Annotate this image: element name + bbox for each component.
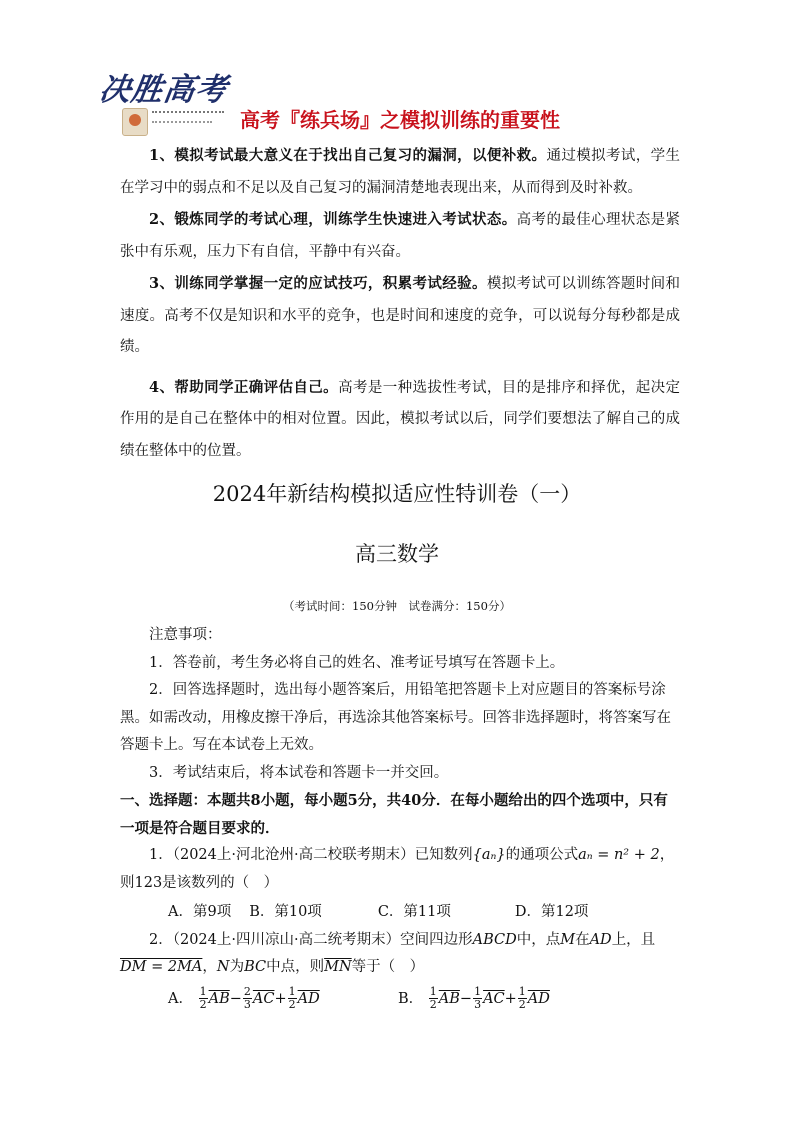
math-symbol: BC <box>244 959 267 975</box>
option-label: B． <box>398 990 424 1007</box>
denominator: 2 <box>429 998 437 1011</box>
math-vector: $\overline{AD}$ <box>297 990 320 1007</box>
option-a <box>168 986 398 1014</box>
denominator: 2 <box>199 998 207 1011</box>
math-vector-equation: DM = 2MA <box>120 959 203 975</box>
intro-paragraph <box>120 204 680 268</box>
question-text: 的通项公式 <box>505 847 579 863</box>
question-text: 在 <box>575 931 590 948</box>
question-text: 2．（2024上·四川凉山·高二统考期末）空间四边形 <box>149 931 473 948</box>
notes-heading: 注意事项： <box>149 627 222 643</box>
math-symbol: ABCD <box>472 931 517 948</box>
math-symbol: M <box>560 931 576 948</box>
math-vector: $\overline{AC}$ <box>483 990 505 1007</box>
intro-paragraph <box>120 140 680 204</box>
operator: + <box>274 990 287 1007</box>
logo-text: 决胜高考 <box>96 72 231 108</box>
numerator: 1 <box>474 985 482 998</box>
math-vector: $\overline{AB}$ <box>438 990 460 1007</box>
question-2-cont <box>120 954 680 982</box>
denominator: 2 <box>518 998 526 1011</box>
question-2-options <box>168 986 680 1014</box>
option-a: A．第9项 <box>168 904 232 920</box>
numerator: 2 <box>243 985 251 998</box>
question-1-options <box>168 899 680 927</box>
option-c: C．第11项 <box>377 904 451 920</box>
denominator: 3 <box>243 998 251 1011</box>
math-vector: $\overline{AB}$ <box>208 990 230 1007</box>
fraction <box>199 986 208 1011</box>
intro-text: 高考是一种选拔性考试，目的是排序和择优，起决定作用的是自己在整体中的相对位置。因此，模拟考试以后，同学们要想法了解自己的成绩在整体中的位置。 <box>120 379 681 459</box>
denominator: 2 <box>288 998 296 1011</box>
logo-decoration <box>152 111 224 116</box>
note-item: 1．答卷前，考生务必将自己的姓名、准考证号填写在答题卡上。 <box>149 654 565 671</box>
denominator: 3 <box>474 998 482 1011</box>
fraction <box>288 986 297 1011</box>
intro-lead: 3、训练同学掌握一定的应试技巧，积累考试经验。 <box>149 275 487 292</box>
intro-paragraph <box>120 372 680 468</box>
option-d: D．第12项 <box>514 904 589 920</box>
subject-title: 高三数学 <box>355 542 439 566</box>
math-vector: $\overline{AC}$ <box>252 990 275 1007</box>
fraction <box>518 986 527 1011</box>
intro-text: 通过模拟考试，学生在学习中的弱点和不足以及自己复习的漏洞清楚地表现出来，从而得到及时补救。 <box>120 148 681 196</box>
exam-body <box>120 622 680 1013</box>
option-b: B．第10项 <box>249 904 322 920</box>
question-text: ， <box>202 959 217 975</box>
logo <box>96 64 231 144</box>
operator: − <box>459 990 473 1007</box>
math-symbol: AD <box>589 931 612 948</box>
question-text: 等于（ ） <box>351 959 425 975</box>
operator: + <box>504 990 517 1007</box>
option-b <box>398 986 628 1014</box>
seal-icon <box>122 108 148 136</box>
question-2 <box>120 927 680 955</box>
operator: − <box>229 990 242 1007</box>
logo-decoration <box>152 121 212 126</box>
question-text: ，则123是该数列的（ ） <box>120 847 675 891</box>
exam-title: 2024年新结构模拟适应性特训卷（一） <box>212 482 582 506</box>
intro-text: 模拟考试可以训练答题时间和速度。高考不仅是知识和水平的竞争，也是时间和速度的竞争，可以说每分每秒都是成绩。 <box>120 276 681 355</box>
math-vector: $\overline{MN}$ <box>324 959 352 975</box>
intro-section <box>120 140 680 467</box>
intro-lead: 4、帮助同学正确评估自己。 <box>149 378 339 396</box>
question-text: 中点，则 <box>266 959 325 975</box>
note-item: 3．考试结束后，将本试卷和答题卡一并交回。 <box>149 764 449 781</box>
header-title: 高考『练兵场』之模拟训练的重要性 <box>240 108 560 132</box>
intro-text: 高考的最佳心理状态是紧张中有乐观，压力下有自信，平静中有兴奋。 <box>120 212 681 260</box>
intro-lead: 1、模拟考试最大意义在于找出自己复习的漏洞，以便补救。 <box>149 147 547 164</box>
option-label: A． <box>168 990 193 1007</box>
numerator: 1 <box>429 985 437 998</box>
math-formula: aₙ = n² + 2 <box>578 847 660 863</box>
section-heading: 一、选择题：本题共8小题，每小题5分，共40分．在每小题给出的四个选项中，只有一项是符合题目要求的． <box>120 792 668 837</box>
exam-meta: （考试时间：150分钟 试卷满分：150分） <box>283 599 511 613</box>
fraction <box>473 986 482 1011</box>
math-sequence: {aₙ} <box>472 847 506 863</box>
question-1 <box>120 842 680 897</box>
question-text: 为 <box>229 959 245 975</box>
numerator: 1 <box>199 985 207 998</box>
fraction <box>243 986 252 1011</box>
question-text: 中，点 <box>516 931 561 948</box>
intro-lead: 2、锻炼同学的考试心理，训练学生快速进入考试状态。 <box>149 211 517 228</box>
note-item: 2．回答选择题时，选出每小题答案后，用铅笔把答题卡上对应题目的答案标号涂黑。如需改动，用橡皮擦干净后，再选涂其他答案标号。回答非选择题时，将答案写在答题卡上。写在本试卷上无效。 <box>120 682 671 753</box>
math-vector: $\overline{AD}$ <box>527 990 550 1007</box>
math-symbol: N <box>216 959 230 975</box>
question-text: 上，且 <box>611 931 656 948</box>
numerator: 1 <box>518 985 526 998</box>
numerator: 1 <box>288 985 296 998</box>
fraction <box>429 986 438 1011</box>
question-text: 1．（2024上·河北沧州·高二校联考期末）已知数列 <box>149 847 473 863</box>
intro-paragraph <box>120 268 680 364</box>
